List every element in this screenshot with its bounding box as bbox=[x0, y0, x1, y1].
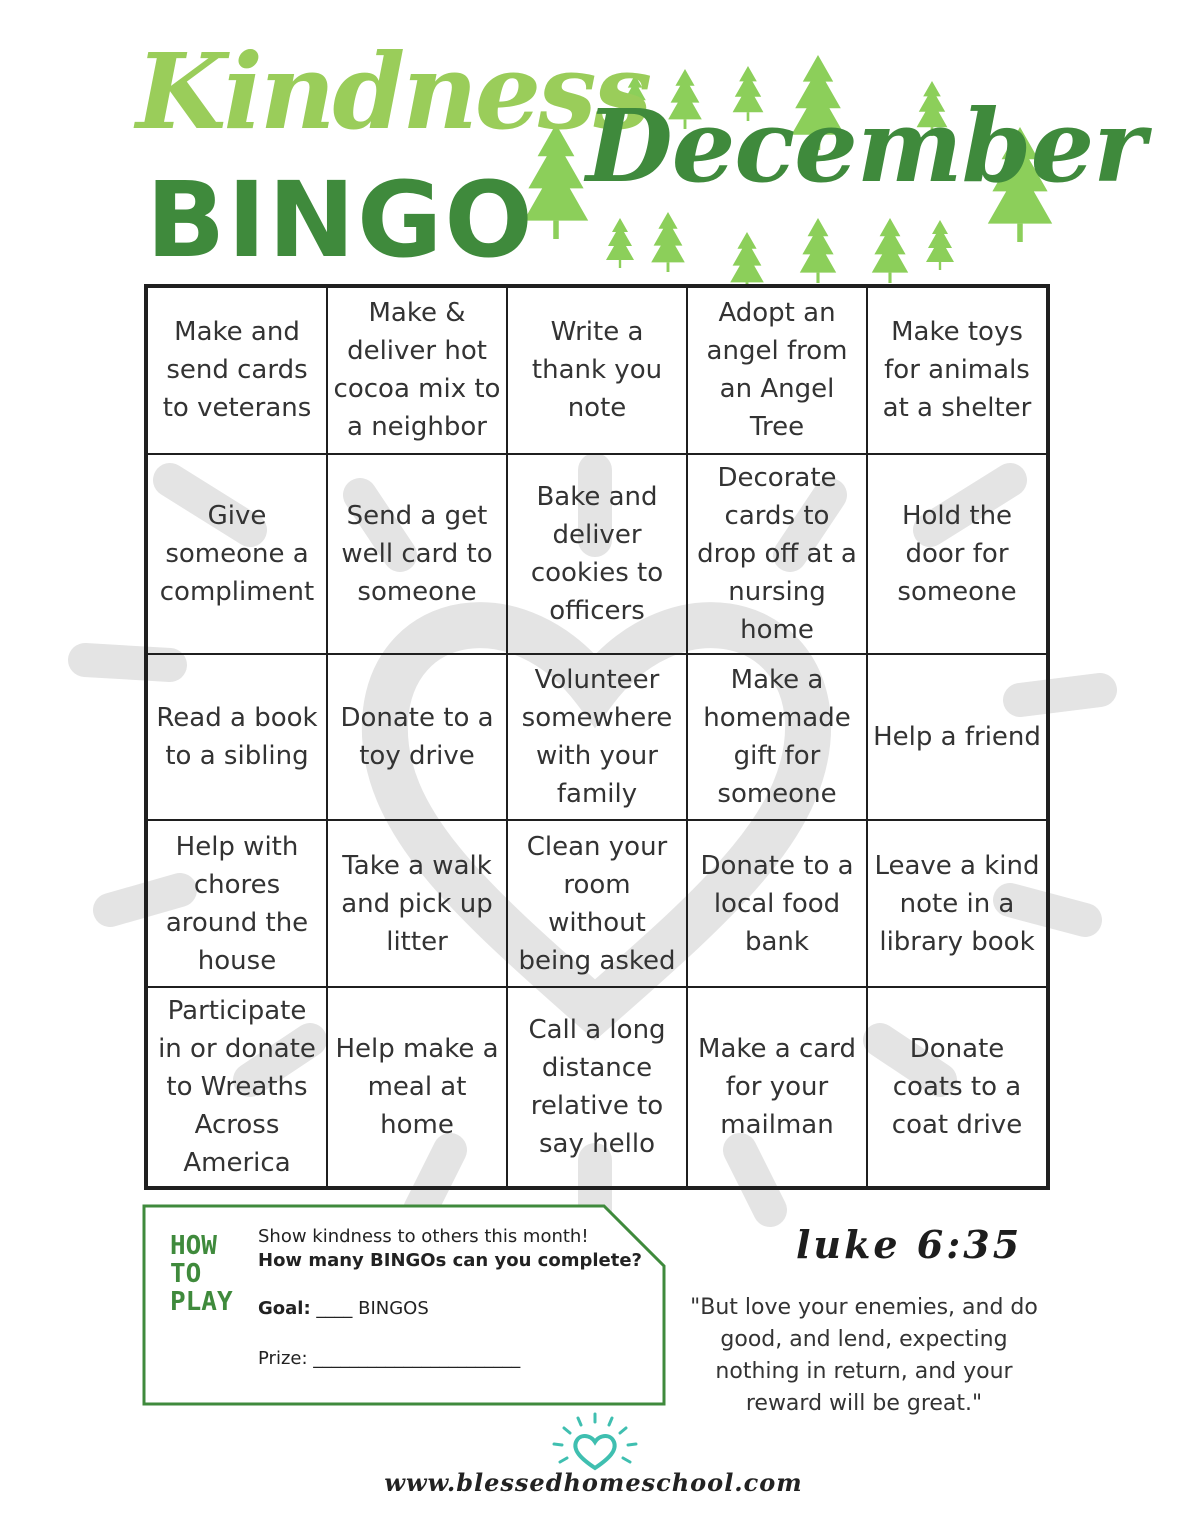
title-kindness: Kindness bbox=[136, 30, 650, 153]
bingo-cell bbox=[147, 454, 327, 654]
how-to-play-question: How many BINGOs can you complete? bbox=[258, 1250, 642, 1271]
bingo-cell bbox=[867, 287, 1047, 454]
goal-label: Goal: bbox=[258, 1298, 311, 1319]
bingo-cell-text: Make and send cards to veterans bbox=[162, 317, 312, 424]
bingo-grid bbox=[144, 284, 1050, 1190]
bingo-cell-text: Make a card for your mailman bbox=[698, 1034, 856, 1140]
bingo-cell-text: Bake and deliver cookies to officers bbox=[530, 481, 664, 626]
title-bingo: BINGO bbox=[146, 159, 535, 281]
goal-blank: ____ BINGOS bbox=[316, 1298, 429, 1319]
prize-blank: _______________________ bbox=[313, 1348, 521, 1369]
verse-reference: luke 6:35 bbox=[796, 1222, 1023, 1267]
bingo-cell-text: Write a thank you note bbox=[531, 317, 663, 424]
bingo-cell-text: Make a homemade gift for someone bbox=[703, 664, 851, 809]
how-to-play-box bbox=[142, 1204, 666, 1406]
bingo-cell bbox=[327, 987, 507, 1187]
bingo-cell bbox=[147, 987, 327, 1187]
bingo-cell-text: Volunteer somewhere with your family bbox=[521, 664, 673, 809]
bingo-cell-text: Take a walk and pick up litter bbox=[341, 850, 493, 957]
bingo-cell bbox=[687, 987, 867, 1187]
bingo-cell bbox=[147, 820, 327, 987]
bingo-cell-text: Give someone a compliment bbox=[159, 500, 315, 607]
bingo-cell bbox=[867, 454, 1047, 654]
bingo-cell-text: Donate to a local food bank bbox=[700, 850, 854, 957]
bingo-cell bbox=[147, 287, 327, 454]
bingo-cell bbox=[327, 454, 507, 654]
verse-text: "But love your enemies, and do good, and lend, expecting nothing in return, and your reward will be great." bbox=[690, 1295, 1038, 1416]
bingo-cell-text: Make toys for animals at a shelter bbox=[882, 317, 1032, 424]
bingo-cell bbox=[507, 454, 687, 654]
bingo-cell bbox=[687, 820, 867, 987]
bingo-cell-text: Donate coats to a coat drive bbox=[891, 1034, 1023, 1140]
bingo-cell bbox=[867, 987, 1047, 1187]
how-to-play-intro: Show kindness to others this month! bbox=[258, 1226, 589, 1247]
how-to-play-heading: HOW TO PLAY bbox=[170, 1231, 233, 1317]
bingo-cell bbox=[867, 654, 1047, 821]
bingo-cell-text: Donate to a toy drive bbox=[340, 702, 494, 771]
bingo-cell-text: Send a get well card to someone bbox=[341, 500, 493, 607]
bingo-cell-text: Adopt an angel from an Angel Tree bbox=[706, 298, 848, 443]
bingo-cell-text: Hold the door for someone bbox=[897, 500, 1017, 607]
bingo-cell-text: Read a book to a sibling bbox=[156, 702, 318, 771]
bingo-cell-text: Help a friend bbox=[873, 721, 1041, 752]
bingo-cell bbox=[507, 820, 687, 987]
bingo-cell bbox=[507, 987, 687, 1187]
bingo-cell-text: Call a long distance relative to say hello bbox=[528, 1015, 666, 1159]
bingo-cell bbox=[687, 287, 867, 454]
bingo-cell bbox=[687, 654, 867, 821]
bingo-cell bbox=[327, 287, 507, 454]
bingo-cell bbox=[147, 654, 327, 821]
prize-line bbox=[258, 1348, 520, 1369]
prize-label: Prize: bbox=[258, 1348, 308, 1369]
bingo-cell bbox=[867, 820, 1047, 987]
title-month: December bbox=[586, 87, 1145, 205]
goal-line bbox=[258, 1298, 429, 1319]
bingo-cell-text: Leave a kind note in a library book bbox=[874, 850, 1040, 957]
bingo-cell-text: Participate in or donate to Wreaths Across America bbox=[158, 996, 316, 1178]
bingo-cell-text: Decorate cards to drop off at a nursing home bbox=[697, 462, 857, 645]
bingo-cell-text: Clean your room without being asked bbox=[518, 831, 676, 976]
bingo-cell bbox=[327, 654, 507, 821]
bingo-cell-text: Help with chores around the house bbox=[165, 831, 309, 976]
bingo-cell-text: Help make a meal at home bbox=[335, 1034, 499, 1140]
bingo-cell bbox=[507, 654, 687, 821]
bingo-cell bbox=[507, 287, 687, 454]
bingo-cell bbox=[327, 820, 507, 987]
bingo-cell bbox=[687, 454, 867, 654]
bingo-cell-text: Make & deliver hot cocoa mix to a neighbor bbox=[333, 298, 501, 443]
footer-url: www.blessedhomeschool.com bbox=[384, 1468, 803, 1497]
